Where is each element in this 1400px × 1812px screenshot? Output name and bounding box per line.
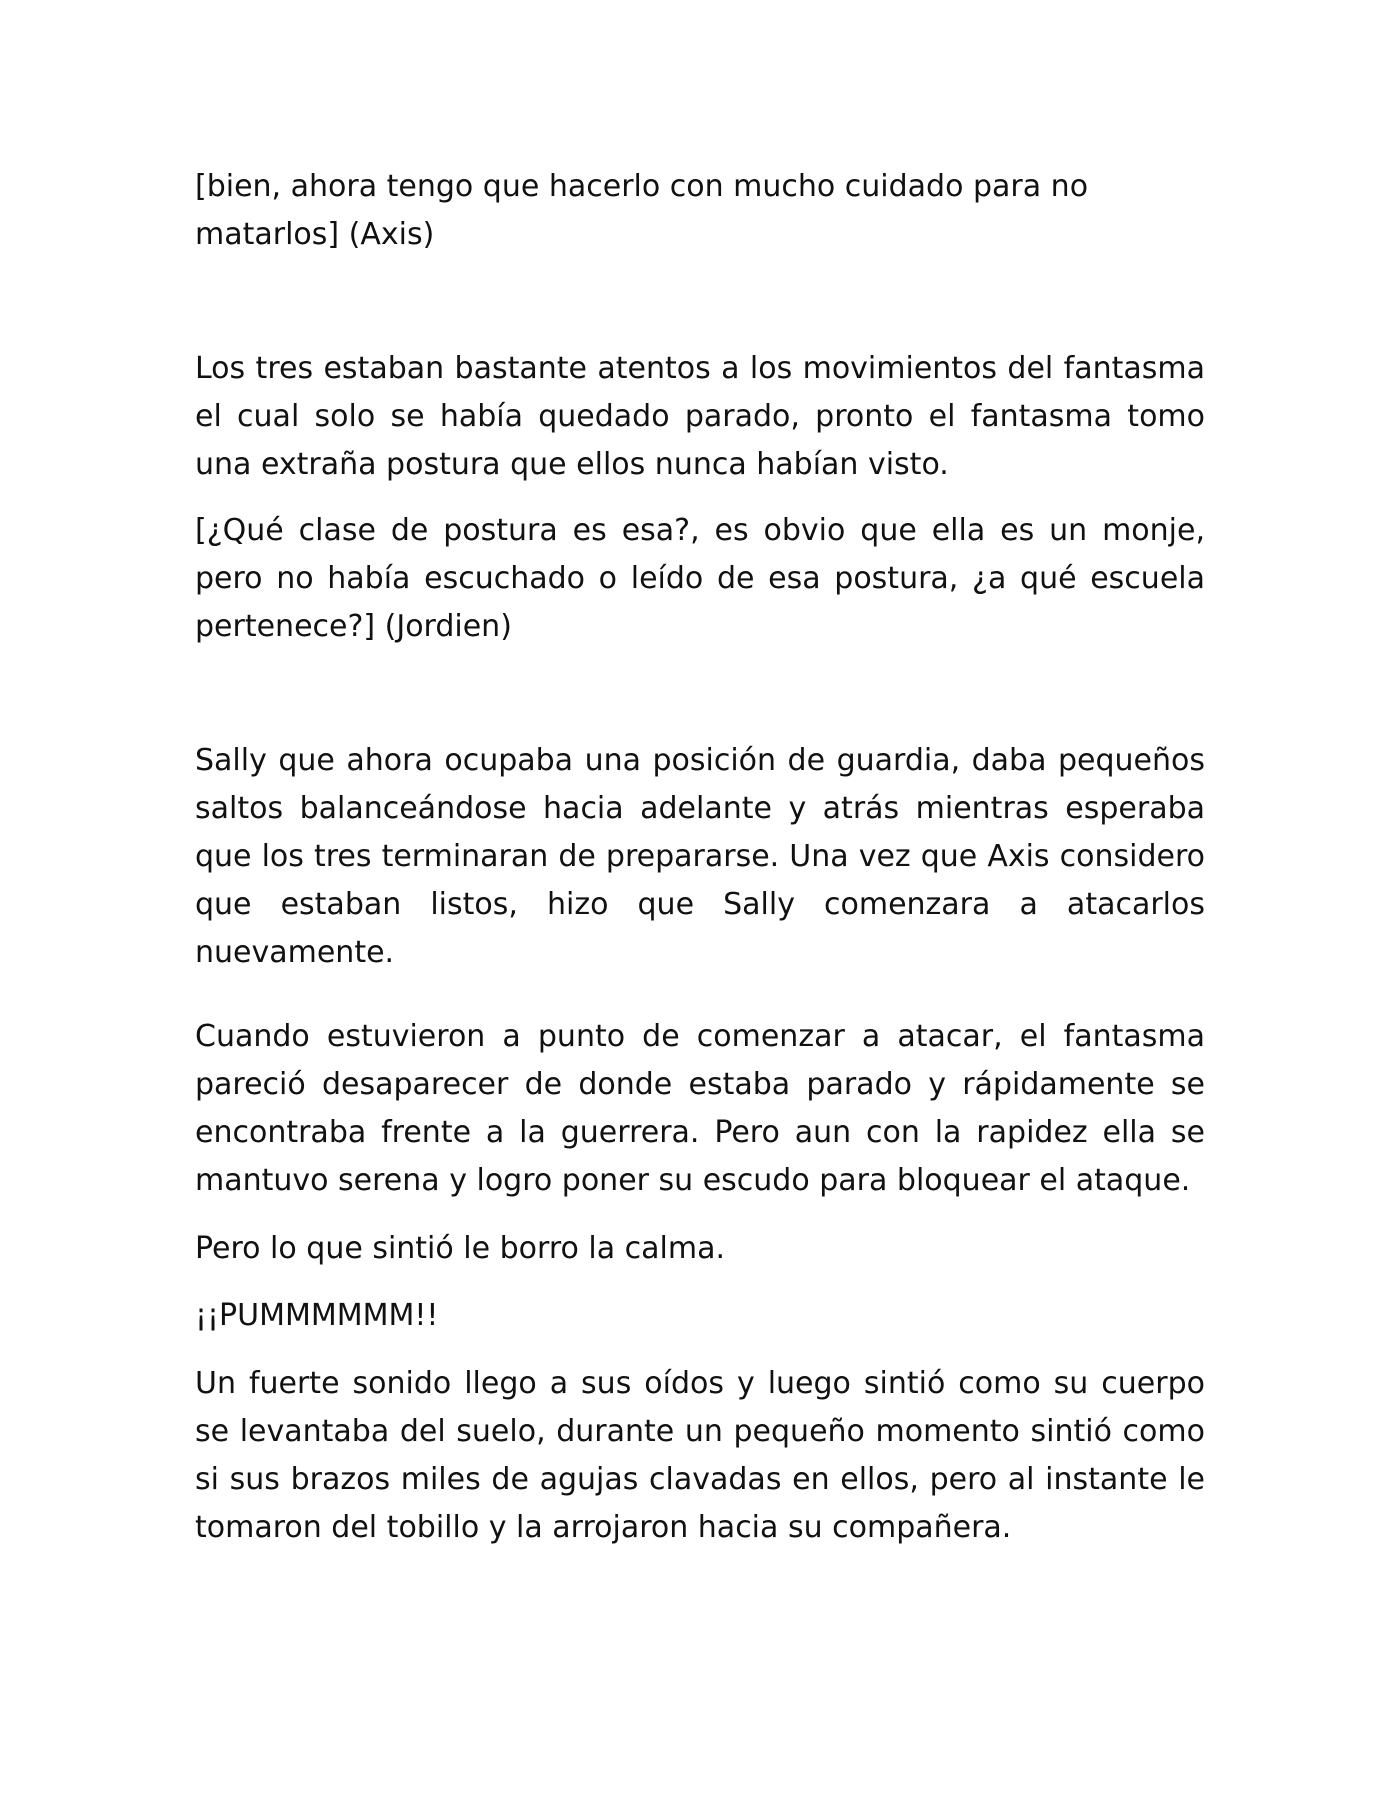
- paragraph-sally-guard: Sally que ahora ocupaba una posición de guardia, daba pequeños saltos balanceándose hacia adelante y atrás mientras esperaba que los tres terminaran de prepararse. Una vez que Axis considero que estaban listos, hizo que Sally comenzara a atacarlos nuevamente.: [195, 743, 1205, 970]
- paragraph-jordien-thought: [¿Qué clase de postura es esa?, es obvio que ella es un monje, pero no había escuchado o leído de esa postura, ¿a qué escuela pertenece?] (Jordien): [195, 513, 1205, 644]
- paragraph-ghost-posture: Los tres estaban bastante atentos a los movimientos del fantasma el cual solo se había quedado parado, pronto el fantasma tomo una extraña postura que ellos nunca habían visto.: [195, 351, 1205, 482]
- paragraph-calm: Pero lo que sintió le borro la calma.: [195, 1231, 725, 1266]
- paragraph-sound-effect: ¡¡PUMMMMMM!!: [195, 1298, 439, 1333]
- paragraph-attack: Cuando estuvieron a punto de comenzar a atacar, el fantasma pareció desaparecer de donde estaba parado y rápidamente se encontraba frente a la guerrera. Pero aun con la rapidez ella se mantuvo serena y logro poner su escudo para bloquear el ataque.: [195, 1019, 1205, 1198]
- paragraph-thrown: Un fuerte sonido llego a sus oídos y luego sintió como su cuerpo se levantaba del suelo, durante un pequeño momento sintió como si sus brazos miles de agujas clavadas en ellos, pero al instante le tomaron del tobillo y la arrojaron hacia su compañera.: [195, 1366, 1205, 1545]
- paragraph-axis-thought: [bien, ahora tengo que hacerlo con mucho cuidado para no matarlos] (Axis): [195, 169, 1089, 252]
